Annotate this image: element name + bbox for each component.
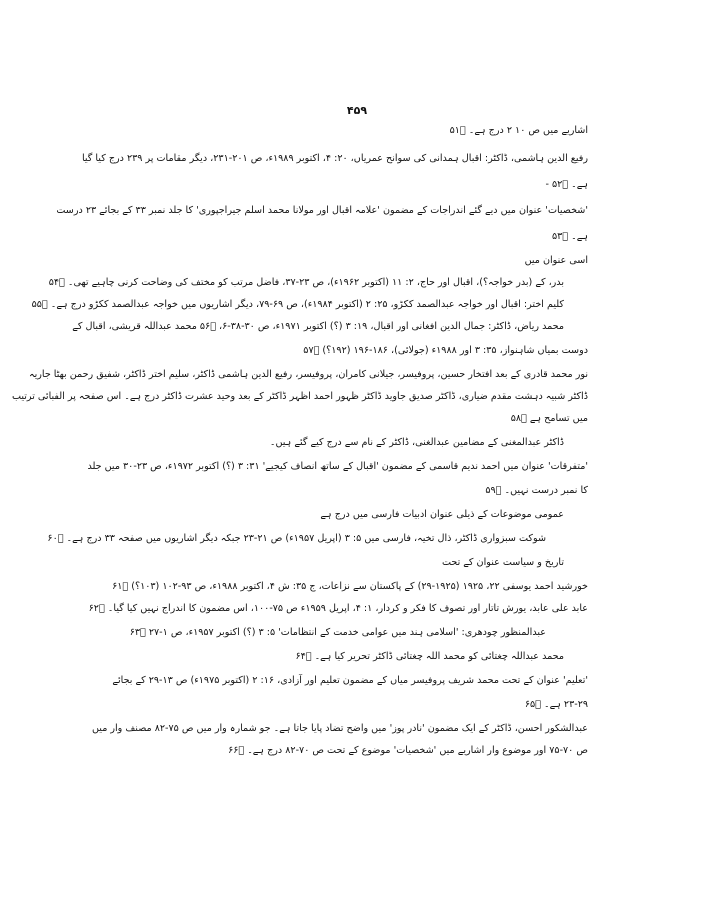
text-line: عبدالمنظور چودھری: 'اسلامی ہند میں عوامی خدمت کے انتظامات' ۵: ۳ (؟) اکتوبر ۱۹۵۷ء، ص ۱-۲۷ ۶۳ؔ: [129, 627, 546, 638]
text-line: محمد عبداللہ چغتائی کو محمد اللہ چغتائی ڈاکٹر تحریر کیا ہے۔ ۶۴ؔ: [295, 651, 564, 662]
text-line: اسی عنوان میں: [524, 255, 588, 266]
page-number: ۴۵۹: [346, 104, 368, 117]
text-line: تاریخ و سیاست عنوان کے تحت: [441, 557, 564, 568]
text-line: شوکت سبزواری ڈاکٹر، ذال تخیہ، فارسی میں ۵: ۳ (اپریل ۱۹۵۷ء) ص ۲۱-۲۳ جبکہ دیگر اشاریوں میں صفحہ ۳۳ درج ہے۔ ۶۰ؔ: [47, 533, 546, 544]
text-line: ص ۷۰-۷۵ اور موضوع وار اشاریے میں 'شخصیات' موضوع کے تحت ص ۷۰-۸۲ درج ہے۔ ۶۶ؔ: [228, 745, 588, 756]
text-line: 'متفرقات' عنوان میں احمد ندیم قاسمی کے مضمون 'اقبال کے ساتھ انصاف کیجیے' ۳۱: ۳ (؟) اکتوبر ۱۹۷۲ء، ص ۲۳-۳۰ میں جلد: [87, 461, 588, 472]
text-line: 'شخصیات' عنوان میں دیے گئے اندراجات کے مضمون 'علامہ اقبال اور مولانا محمد اسلم جیراجپوری' کا جلد نمبر ۳۳ کے بجائے ۲۳ درست: [56, 205, 588, 216]
text-line: میں تسامح ہے ۵۸ؔ: [510, 413, 588, 424]
text-line: کا نمبر درست نہیں۔ ۵۹ؔ: [485, 485, 588, 496]
text-line: ۲۳-۲۹ ہے۔ ۶۵ؔ: [524, 699, 588, 710]
text-line: دوست بمیاں شاہنواز، ۳۵: ۳ اور ۱۹۸۸ء (جولائی)، ۱۸۶-۱۹۶ (۱۹۲؟) ۵۷ؔ: [303, 345, 588, 356]
text-line: اشاریے میں ص ۱۰ ۲ درج ہے۔ ۵۱ؔ: [449, 125, 588, 136]
text-line: عبدالشکور احسن، ڈاکٹر کے ایک مضمون 'نادر پوز' میں واضح تضاد پایا جاتا ہے۔ جو شمارہ وار میں ص ۷۵-۸۲ مصنف وار میں: [92, 723, 588, 734]
text-line: ڈاکٹر عبدالمغنی کے مضامین عبدالغنی، ڈاکٹر کے نام سے درج کیے گئے ہیں۔: [269, 437, 564, 448]
text-line: ہے۔ ۵۲ؔ -: [545, 179, 588, 190]
text-line: عمومی موضوعات کے ذیلی عنوان ادبیات فارسی میں درج ہے: [320, 509, 564, 520]
text-line: کلیم اختر: اقبال اور خواجہ عبدالصمد ککڑو، ۲۵: ۲ (اکتوبر ۱۹۸۴ء)، ص ۶۹-۷۹، دیگر اشاریوں میں خواجہ عبدالصمد ککڑو درج ہے۔ ۵۵ؔ: [31, 299, 564, 310]
text-line: ڈاکٹر شبیہ دہشت مقدم ضیاری، ڈاکٹر صدیق جاوید ڈاکٹر ظہور احمد اظہر ڈاکٹر کے بعد وحید عشرت ڈاکٹر درج ہے۔ اس صفحہ پر الفبائی ترتیب: [11, 391, 588, 402]
text-line: رفیع الدین ہاشمی، ڈاکٹر: اقبال ہمدانی کی سوانح عمریاں، ۲۰: ۴، اکتوبر ۱۹۸۹ء، ص ۲۰۱-۲۳۱، دیگر مقامات پر ۲۳۹ درج کیا گیا: [81, 153, 588, 164]
text-line: خورشید احمد یوسفی ۲۲، ۱۹۲۵ (۱۹۲۵-۲۹) کے پاکستان سے نزاعات، ج ۳۵: ش ۴، اکتوبر ۱۹۸۸ء، ص ۹۳-۱۰۲ (۱۰۳؟) ۶۱ؔ: [112, 581, 588, 592]
text-line: نور محمد قادری کے بعد افتخار حسین، پروفیسر، جیلانی کامران، پروفیسر، رفیع الدین ہاشمی ڈاکٹر، سلیم اختر ڈاکٹر، شفیق رحمن بھٹا جاریہ: [28, 369, 588, 380]
text-line: بدر، کے (بدر خواجہ؟)، اقبال اور حاج، ۲: ۱۱ (اکتوبر ۱۹۶۲ء)، ص ۲۳-۳۷، فاضل مرتب کو مختف کی وضاحت کرنی چاہیے تھی۔ ۵۴ؔ: [48, 277, 564, 288]
text-line: عابد علی عابد، یورش تاتار اور تصوف کا فکر و کردار، ۱: ۴، اپریل ۱۹۵۹ء ص ۷۵-۱۰۰، اس مضمون کا اندراج نہیں کیا گیا۔ ۶۲ؔ: [88, 603, 588, 614]
text-line: ہے۔ ۵۳ؔ: [552, 231, 588, 242]
text-line: محمد ریاض، ڈاکٹر: جمال الدین افغانی اور اقبال، ۱۹: ۳ (؟) اکتوبر ۱۹۷۱ء، ص ۳۰-۳۸-۶، ۵۶ؔ محمد عبداللہ قریشی، اقبال کے: [72, 321, 564, 332]
text-line: 'تعلیم' عنوان کے تحت محمد شریف پروفیسر میاں کے مضمون تعلیم اور آزادی، ۱۶: ۲ (اکتوبر ۱۹۷۵ء) ص ۱۳-۲۹ کے بجائے: [112, 675, 588, 686]
